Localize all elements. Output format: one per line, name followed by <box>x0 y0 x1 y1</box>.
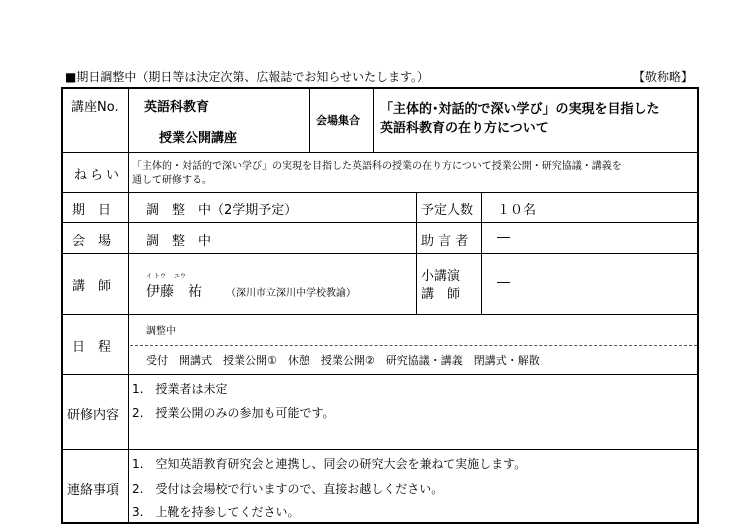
column-divider <box>416 192 417 314</box>
advisor-label: 助 言 者 <box>421 234 469 249</box>
aim-text-line1: 「主体的・対話的で深い学び」の実現を目指した英語科の授業の在り方について授業公開・研究協議・講義を <box>132 161 622 172</box>
column-divider <box>309 88 310 152</box>
honorific-note: 【敬称略】 <box>633 70 694 84</box>
lecturer-label: 講 師 <box>72 279 112 294</box>
row-divider <box>61 449 699 450</box>
row-divider <box>61 152 699 153</box>
lecturer-name: 伊藤 祐 <box>146 284 202 300</box>
content-label: 研修内容 <box>67 408 120 423</box>
content-item: 2. 授業公開のみの参加も可能です。 <box>132 406 335 420</box>
aim-text-line2: 通して研修する。 <box>132 175 212 186</box>
course-title-line2: 英語科教育の在り方について <box>380 121 549 136</box>
lecturer-affiliation: （深川市立深川中学校教諭） <box>226 288 356 299</box>
lecturer-name-ruby: イ トウ ユウ <box>146 273 186 280</box>
column-divider <box>373 88 374 152</box>
label-column-divider <box>128 88 129 523</box>
capacity-label: 予定人数 <box>421 203 474 218</box>
schedule-label: 日 程 <box>72 340 112 355</box>
schedule-status: 調整中 <box>146 326 176 337</box>
schedule-notice: ■期日調整中（期日等は決定次第、広報誌でお知らせいたします。） <box>65 70 430 84</box>
course-title-line1: 「主体的･対話的で深い学び」の実現を目指した <box>380 102 660 117</box>
venue-value: 調 整 中 <box>146 234 212 249</box>
row-divider <box>61 222 699 223</box>
sub-lecturer-value: ― <box>497 275 510 290</box>
capacity-value: １０名 <box>497 203 537 218</box>
sub-lecturer-label-line1: 小講演 <box>421 269 461 284</box>
date-label: 期 日 <box>72 203 112 218</box>
schedule-steps: 受付 開講式 授業公開① 休憩 授業公開② 研究協議・講義 閉講式・解散 <box>146 354 540 367</box>
date-value: 調 整 中（2学期予定） <box>146 203 298 218</box>
aim-label: ねらい <box>74 168 123 183</box>
course-number-label: 講座No. <box>71 100 119 115</box>
row-divider <box>61 374 699 375</box>
advisor-value: ― <box>497 230 510 245</box>
course-name-line1: 英語科教育 <box>144 100 210 115</box>
content-item: 1. 授業者は未定 <box>132 382 228 396</box>
contact-item: 1. 空知英語教育研究会と連携し、同会の研究大会を兼ねて実施します。 <box>132 457 527 471</box>
row-divider <box>61 192 699 193</box>
venue-label: 会 場 <box>72 234 112 249</box>
row-divider <box>61 314 699 315</box>
sub-lecturer-label-line2: 講 師 <box>421 287 461 302</box>
contact-item: 2. 受付は会場校で行いますので、直接お越しください。 <box>132 482 444 496</box>
schedule-divider <box>130 345 697 346</box>
contact-item: 3. 上靴を持参してください。 <box>132 505 300 519</box>
row-divider <box>61 253 699 254</box>
course-name-line2: 授業公開講座 <box>159 131 238 146</box>
contact-label: 連絡事項 <box>67 483 120 498</box>
column-divider <box>481 192 482 314</box>
venue-type: 会場集合 <box>316 114 360 127</box>
